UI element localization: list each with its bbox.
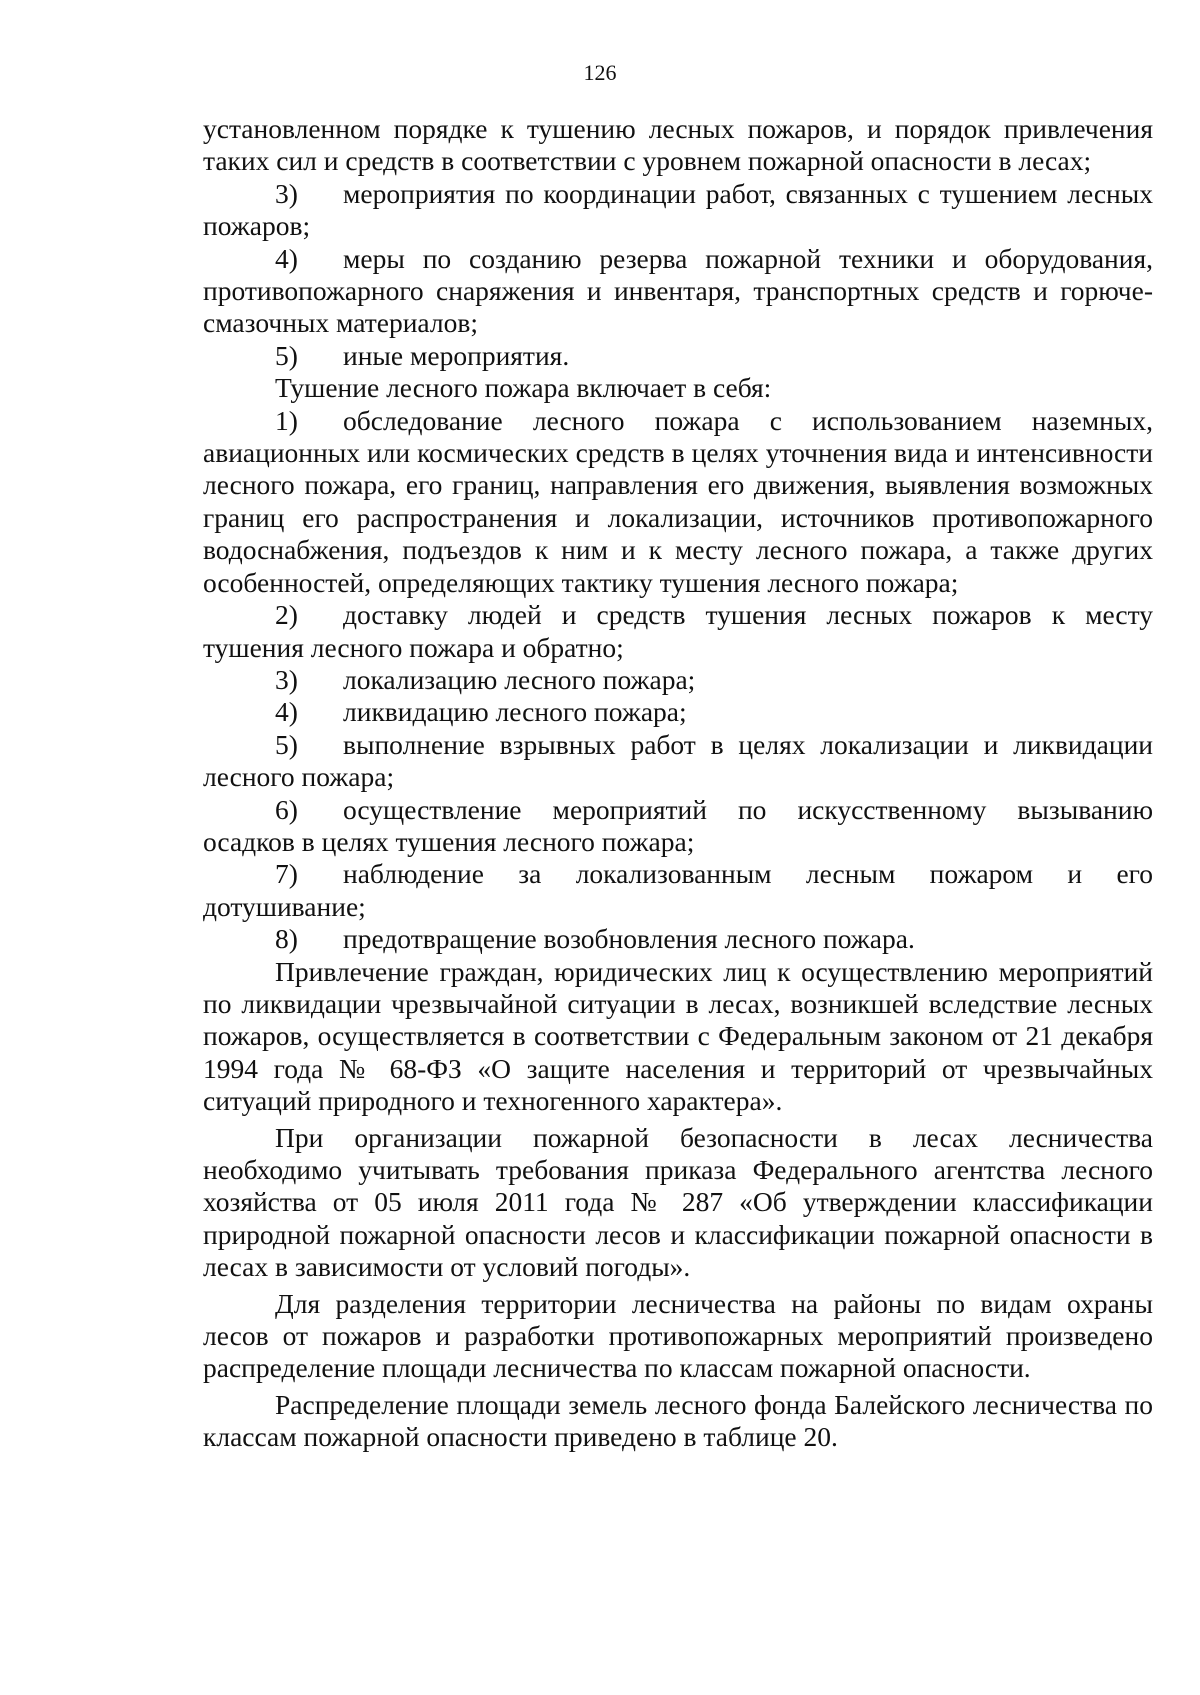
tushenie-item-2 (203, 599, 1153, 664)
list-item-4 (203, 243, 1153, 340)
list-text: предотвращение возобновления лесного пожара. (343, 923, 915, 955)
tushenie-item-6 (203, 794, 1153, 859)
list-text: ликвидацию лесного пожара; (343, 696, 687, 728)
paragraph-continuation: установленном порядке к тушению лесных пожаров, и порядок привлечения таких сил и средств в соответствии с уровнем пожарной опасности в лесах; (203, 113, 1153, 177)
list-number: 1) (275, 404, 298, 436)
paragraph-territory-division: Для разделения территории лесничества на районы по видам охраны лесов от пожаров и разработки противопожарных мероприятий произведено распределение площади лесничества по классам пожарной опасности. (203, 1287, 1153, 1384)
tushenie-item-3 (203, 664, 1153, 696)
list-text: мероприятия по координации работ, связанных с тушением лесных пожаров; (203, 177, 1153, 242)
paragraph-intro: Тушение лесного пожара включает в себя: (275, 372, 772, 404)
list-number: 7) (275, 858, 298, 890)
list-number: 5) (275, 339, 298, 371)
list-text: меры по созданию резерва пожарной техники и оборудования, противопожарного снаряжения и инвентаря, транспортных средств и горюче-смазочных материалов; (203, 242, 1153, 339)
document-body (203, 113, 1153, 1454)
list-item-3 (203, 178, 1153, 243)
list-number: 6) (275, 793, 298, 825)
list-text: доставку людей и средств тушения лесных пожаров к месту тушения лесного пожара и обратно; (203, 599, 1153, 663)
list-number: 8) (275, 923, 298, 955)
tushenie-item-7 (203, 858, 1153, 923)
tushenie-item-5 (203, 729, 1153, 794)
list-number: 2) (275, 599, 298, 631)
list-text: выполнение взрывных работ в целях локализации и ликвидации лесного пожара; (203, 728, 1153, 793)
list-text: иные мероприятия. (343, 339, 570, 371)
tushenie-item-8 (203, 923, 1153, 955)
list-number: 3) (275, 177, 298, 209)
tushenie-item-1 (203, 405, 1153, 599)
list-number: 3) (275, 663, 298, 695)
list-text: осуществление мероприятий по искусственному вызыванию осадков в целях тушения лесного пожара; (203, 793, 1153, 857)
paragraph-citizens: Привлечение граждан, юридических лиц к осуществлению мероприятий по ликвидации чрезвычайной ситуации в лесах, возникшей вследствие лесных пожаров, осуществляется в соответствии с Федеральным законом от 21 декабря 1994 года № 68-ФЗ «О защите населения и территорий от чрезвычайных ситуаций природного и техногенного характера». (203, 955, 1153, 1117)
page-number: 126 (583, 60, 617, 85)
list-number: 4) (275, 696, 298, 728)
list-text: обследование лесного пожара с использованием наземных, авиационных или космических средств в целях уточнения вида и интенсивности лесного пожара, его границ, направления его движения, выявления возможных границ его распространения и локализации, источников противопожарного водоснабжения, подъездов к ним и к месту лесного пожара, а также других особенностей, определяющих тактику тушения лесного пожара; (203, 404, 1153, 598)
list-number: 5) (275, 728, 298, 760)
list-text: локализацию лесного пожара; (343, 663, 696, 695)
paragraph-table-reference: Распределение площади земель лесного фонда Балейского лесничества по классам пожарной опасности приведено в таблице 20. (203, 1388, 1153, 1453)
paragraph-fire-safety: При организации пожарной безопасности в лесах лесничества необходимо учитывать требования приказа Федерального агентства лесного хозяйства от 05 июля 2011 года № 287 «Об утверждении классификации природной пожарной опасности лесов и классификации пожарной опасности в лесах в зависимости от условий погоды». (203, 1121, 1153, 1283)
tushenie-item-4 (203, 696, 1153, 728)
list-number: 4) (275, 242, 298, 274)
list-text: наблюдение за локализованным лесным пожаром и его дотушивание; (203, 858, 1153, 922)
list-item-5 (203, 340, 1153, 372)
